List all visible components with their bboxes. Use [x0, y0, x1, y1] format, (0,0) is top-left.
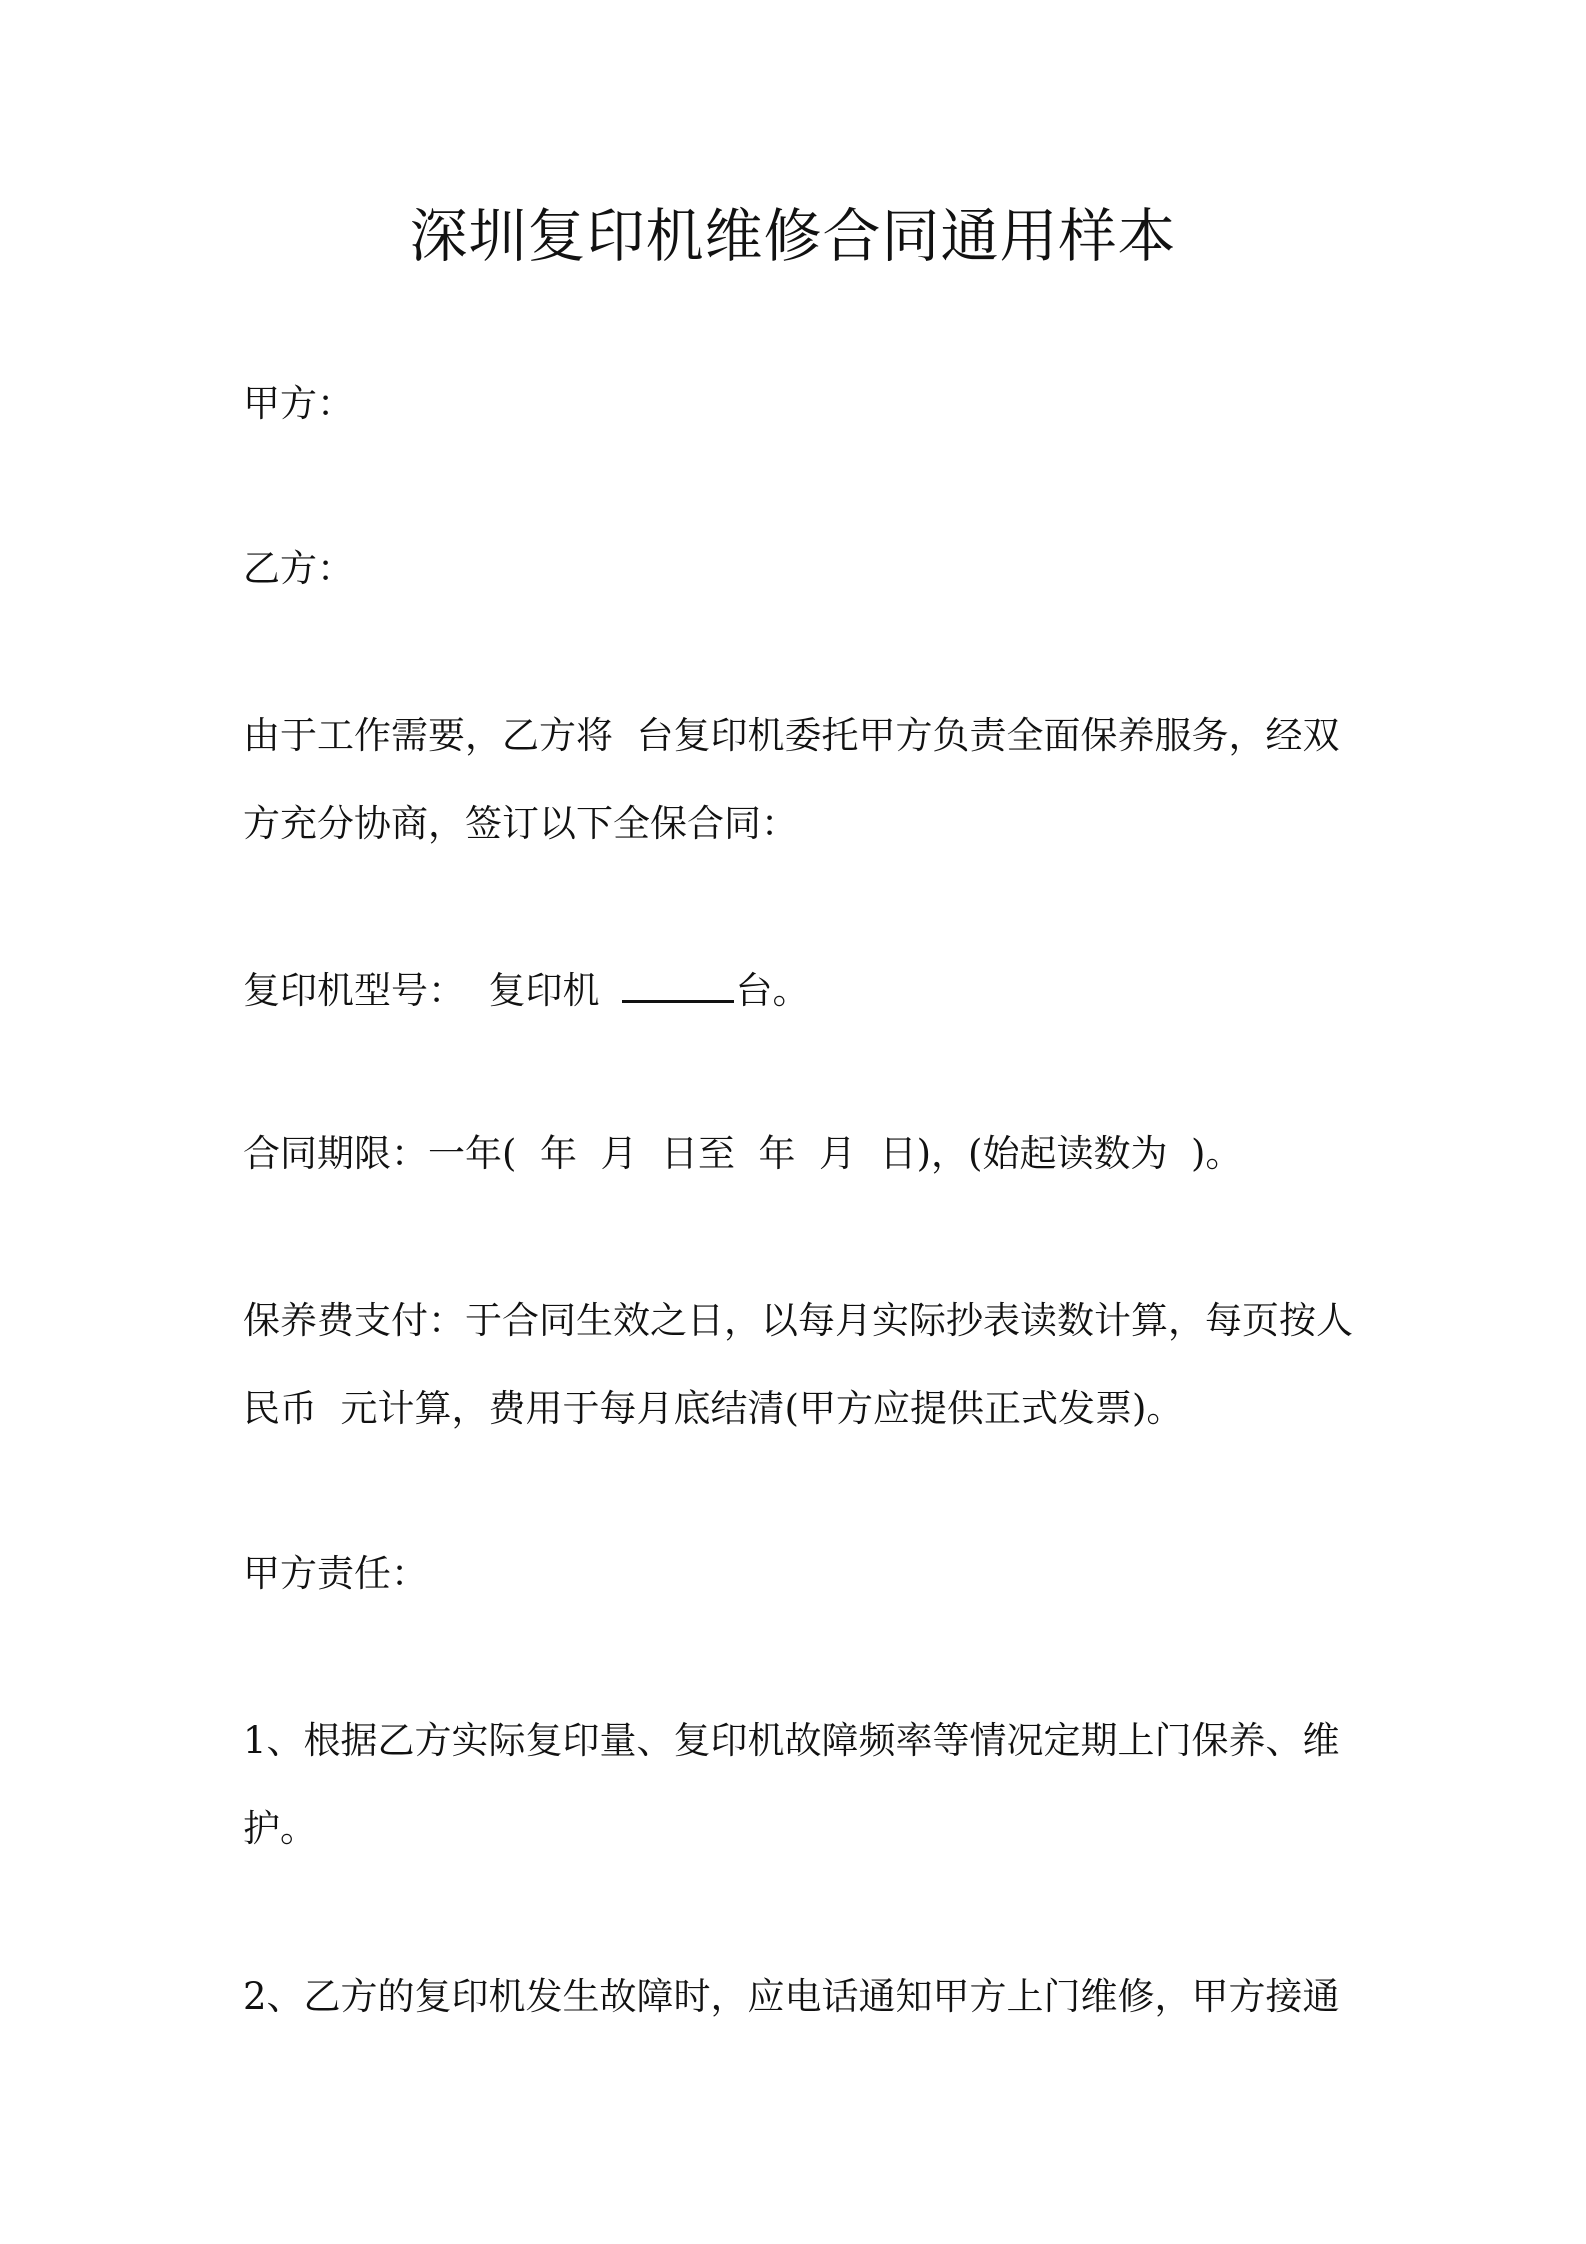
party-b-line: 乙方：: [243, 547, 354, 590]
list-item: 1、根据乙方实际复印量、复印机故障频率等情况定期上门保养、维护。: [243, 1719, 1340, 1850]
term-line: 合同期限：一年( 年 月 日至 年 月 日)，(始起读数为 )。: [243, 1132, 1243, 1175]
model-suffix: 台。: [735, 969, 810, 1012]
model-quantity-blank: [622, 966, 734, 1003]
document-title: 深圳复印机维修合同通用样本: [409, 202, 1177, 270]
model-line: [243, 947, 1355, 1035]
party-a-line: 甲方：: [243, 382, 354, 425]
payment-paragraph: 保养费支付：于合同生效之日，以每月实际抄表读数计算，每页按人民币 元计算，费用于每月底结清(甲方应提供正式发票)。: [243, 1299, 1353, 1430]
list-item: 2、乙方的复印机发生故障时，应电话通知甲方上门维修，甲方接通: [243, 1975, 1340, 2018]
responsibility-heading: 甲方责任：: [243, 1552, 428, 1595]
intro-paragraph: 由于工作需要，乙方将 台复印机委托甲方负责全面保养服务，经双方充分协商，签订以下全保合同：: [243, 714, 1340, 845]
model-label: 复印机型号： 复印机: [243, 969, 600, 1012]
